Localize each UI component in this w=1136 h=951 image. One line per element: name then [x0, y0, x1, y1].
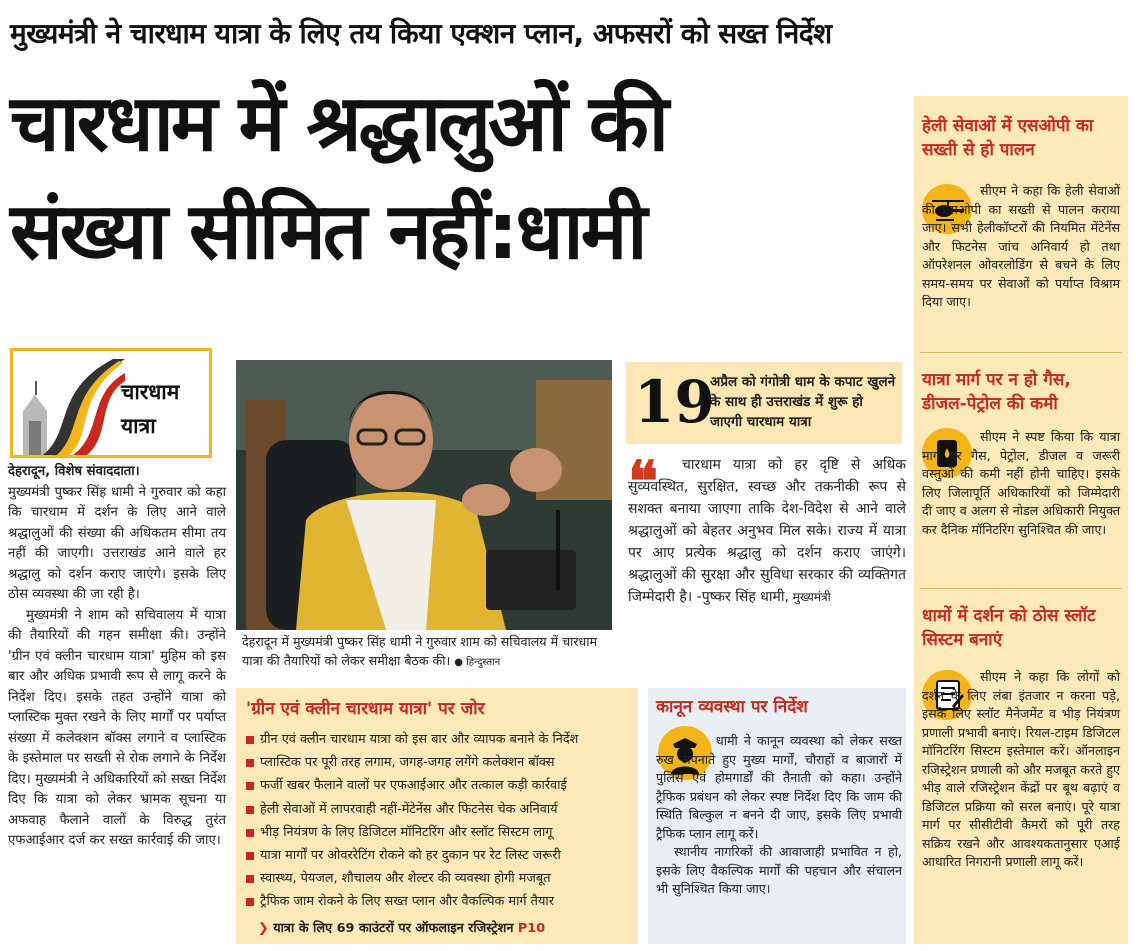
sidebar-heli-title: हेली सेवाओं में एसओपी का सख्ती से हो पालन [922, 116, 1094, 160]
bullet-item: हेली सेवाओं में लापरवाही नहीं-मेंटेनेंस और फिटनेस चेक अनिवार्य [246, 798, 636, 821]
sidebar-fuel-title: यात्रा मार्ग पर न हो गैस, डीजल-पेट्रोल की कमी [922, 370, 1071, 414]
headline-line-1: चारधाम में श्रद्धालुओं की [10, 79, 667, 169]
temple-road-icon [13, 351, 125, 455]
bullet-item: स्वास्थ्य, पेयजल, शौचालय और शेल्टर की व्यवस्था होगी मजबूत [246, 867, 636, 890]
bullet-item: प्लास्टिक पर पूरी तरह लगाम, जगह-जगह लगेंगे कलेक्शन बॉक्स [246, 751, 636, 774]
stat-box [626, 362, 902, 444]
green-clean-bullets [246, 728, 636, 914]
sidebar-heli-text [914, 182, 1128, 312]
sidebar-slot-title: धामों में दर्शन को ठोस स्लॉट सिस्टम बनाएं [922, 606, 1096, 650]
story-paragraph-2: मुख्यमंत्री ने शाम को सचिवालय में यात्रा की तैयारियों की गहन समीक्षा की। उन्होंने 'ग्रीन एवं क्लीन चारधाम यात्रा' मुहिम को इस बार और अधिक प्रभावी रूप से लागू करने के निर्देश दिए। इसके तहत उन्होंने यात्रा को प्लास्टिक मुक्त रखने के लिए मार्गों पर पर्याप्त संख्या में कलेक्शन बॉक्स लगाने व प्लास्टिक के इस्तेमाल पर सख्ती से रोक लगाने के निर्देश दिए। मुख्यमंत्री ने अधिकारियों को सख्त निर्देश दिए कि यात्रा को लेकर भ्रामक सूचना या अफवाह फैलाने वालों के विरुद्ध तुरंत एफआईआर दर्ज कर सख्त कार्रवाई की जाए। [8, 607, 226, 848]
page-reference-text: यात्रा के लिए 69 काउंटरों पर ऑफलाइन रजिस्ट्रेशन [268, 921, 518, 936]
page-reference-number: P10 [517, 921, 546, 936]
green-clean-title: 'ग्रीन एवं क्लीन चारधाम यात्रा' पर जोर [246, 699, 485, 719]
sidebar [914, 96, 1128, 944]
law-order-title: कानून व्यवस्था पर निर्देश [656, 697, 808, 717]
cm-quote [628, 449, 906, 608]
law-order-paragraph-2: स्थानीय नागरिकों की आवाजाही प्रभावित न हो, इसके लिए वैकल्पिक मार्गों की पहचान और संचालन भी सुनिश्चित किया जाए। [656, 844, 902, 896]
chief-minister-photo [236, 360, 612, 630]
green-clean-box [236, 688, 638, 944]
story-paragraph-1: मुख्यमंत्री पुष्कर सिंह धामी ने गुरुवार को कहा कि चारधाम में दर्शन के लिए आने वाले श्रद्धालुओं की संख्या की अधिकतम सीमा तय नहीं की जाएगी। उत्तराखंड आने वाले हर श्रद्धालु को दर्शन कराए जाएंगे। इसके लिए ठोस व्यवस्था की जा रही है। [8, 484, 226, 602]
kicker-headline: मुख्यमंत्री ने चारधाम यात्रा के लिए तय किया एक्शन प्लान, अफसरों को सख्त निर्देश [10, 17, 832, 50]
quote-mark-icon: ❝ [628, 449, 659, 515]
sidebar-section-slot [914, 604, 1128, 652]
quote-author: -पुष्कर सिंह धामी, [692, 589, 789, 605]
dateline: देहरादून, विशेष संवाददाता। [8, 464, 140, 479]
main-headline [10, 70, 910, 286]
photo-credit: ● हिन्दुस्तान [454, 657, 501, 668]
chevron-right-icon: ❯ [258, 921, 269, 936]
sidebar-section-heli [914, 114, 1128, 162]
stat-text: अप्रैल को गंगोत्री धाम के कपाट खुलने के साथ ही उत्तराखंड में शुरू हो जाएगी चारधाम यात्रा [710, 374, 896, 430]
bullet-item: भीड़ नियंत्रण के लिए डिजिटल मॉनिटरिंग और स्लॉट सिस्टम लागू [246, 821, 636, 844]
caption-text: देहरादून में मुख्यमंत्री पुष्कर सिंह धामी ने गुरुवार शाम को सचिवालय में चारधाम यात्रा की तैयारियों को लेकर समीक्षा बैठक की। [242, 634, 598, 668]
logo-text: चारधाम यात्रा [121, 380, 180, 438]
bullet-item: फर्जी खबर फैलाने वालों पर एफआईआर और तत्काल कड़ी कार्रवाई [246, 774, 636, 797]
sidebar-fuel-paragraph: सीएम ने स्पष्ट किया कि यात्रा मार्ग पर गैस, पेट्रोल, डीजल व जरूरी वस्तुओं की कमी नहीं होनी चाहिए। इसके लिए जिलापूर्ति अधिकारियों को जिम्मेदारी दी जाए व अलग से नोडल अधिकारी नियुक्त कर दैनिक मॉनिटरिंग सुनिश्चित की जाए। [922, 429, 1120, 537]
story-body [8, 462, 226, 852]
law-order-box [648, 688, 906, 944]
sidebar-slot-paragraph: सीएम ने कहा कि लोगों को दर्शन के लिए लंबा इंतजार न करना पड़े, इसके लिए स्लॉट मैनेजमेंट व भीड़ नियंत्रण प्रणाली प्रभावी बनाएं। रियल-टाइम डिजिटल मॉनिटरिंग सिस्टम इस्तेमाल करें। ऑनलाइन रजिस्ट्रेशन प्रणाली को और मजबूत करते हुए भीड़ वाले रजिस्ट्रेशन केंद्रों पर बूथ बढ़ाएं व डिजिटल प्रक्रिया को सरल बनाएं। पूरे यात्रा मार्ग पर सीसीटीवी कैमरों को पूरी तरह सक्रिय रखने और आवश्यकतानुसार एआई आधारित निगरानी प्रणाली लागू करें। [922, 669, 1120, 869]
sidebar-divider [920, 588, 1122, 589]
quote-text: चारधाम यात्रा को हर दृष्टि से अधिक सुव्यवस्थित, सुरक्षित, स्वच्छ और तकनीकी रूप से सशक्त बनाया जाएगा ताकि देश-विदेश से आने वाले श्रद्धालुओं को बेहतर अनुभव मिल सके। राज्य में यात्रा पर आए प्रत्येक श्रद्धालु को दर्शन कराए जाएंगे। श्रद्धालुओं की सुरक्षा और सुविधा सरकार की व्यक्तिगत जिम्मेदारी है। [628, 457, 906, 605]
law-order-paragraph-1: धामी ने कानून व्यवस्था को लेकर सख्त रुख अपनाते हुए मुख्य मार्गों, चौराहों व बाजारों में पुलिस एवं होमगार्डों की तैनाती को कहा। उन्होंने ट्रैफिक प्रबंधन को लेकर स्पष्ट निर्देश दिए कि जाम की स्थिति बिल्कुल न बनने दी जाए, इसके लिए प्रभावी ट्रैफिक प्लान लागू करें। [656, 733, 902, 841]
sidebar-fuel-text [914, 428, 1128, 539]
bullet-item: यात्रा मार्गों पर ओवररेटिंग रोकने को हर दुकान पर रेट लिस्ट जरूरी [246, 844, 636, 867]
stat-number: 19 [634, 368, 715, 436]
news-photo [236, 360, 612, 630]
sidebar-section-fuel [914, 368, 1128, 416]
page-reference [258, 918, 545, 936]
sidebar-heli-paragraph: सीएम ने कहा कि हेली सेवाओं की एसओपी का सख्ती से पालन कराया जाए। सभी हेलीकॉप्टरों की नियमित मेंटेनेंस और फिटनेस जांच अनिवार्य हो तथा ऑपरेशनल ओवरलोडिंग से बचने के लिए समय-समय पर सेवाओं को पर्याप्त विश्राम दिया जाए। [922, 183, 1120, 309]
sidebar-slot-text [914, 668, 1128, 872]
quote-author-role: मुख्यमंत्री [788, 590, 831, 604]
bullet-item: ग्रीन एवं क्लीन चारधाम यात्रा को इस बार और व्यापक बनाने के निर्देश [246, 728, 636, 751]
sidebar-divider [920, 352, 1122, 353]
bullet-item: ट्रैफिक जाम रोकने के लिए सख्त प्लान और वैकल्पिक मार्ग तैयार [246, 890, 636, 913]
law-order-text [656, 732, 902, 899]
chardham-yatra-logo [10, 348, 212, 458]
headline-line-2: संख्या सीमित नहीं:धामी [10, 187, 645, 277]
photo-caption [236, 630, 616, 674]
